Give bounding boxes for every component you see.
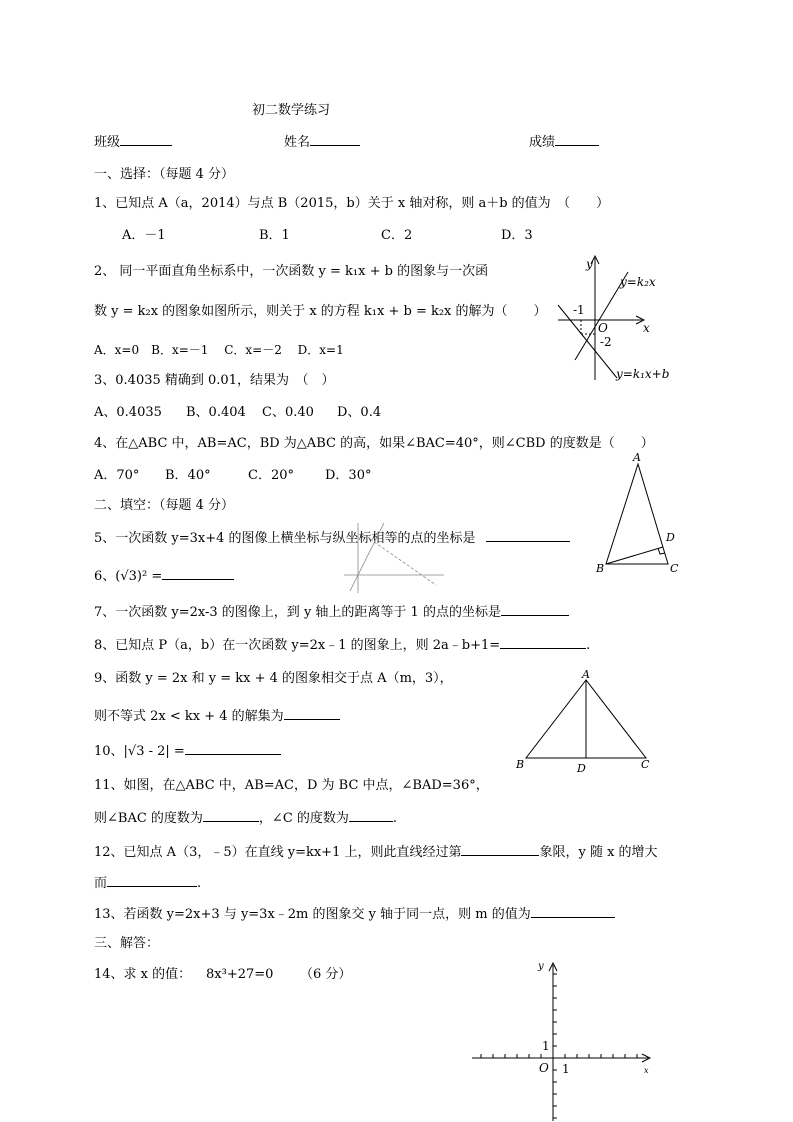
q14-equation: 8x³+27=0 xyxy=(206,967,274,982)
q5-answer-blank[interactable] xyxy=(486,529,570,542)
q2-line-k2-label: y=k₂x xyxy=(620,275,656,289)
score-field xyxy=(529,133,599,151)
q11-period: . xyxy=(392,811,398,826)
section-fill-heading: 二、填空：（每题 4 分） xyxy=(94,498,235,513)
q3-option-b: B、0.404 xyxy=(186,405,246,420)
q1-option-d: D．3 xyxy=(501,228,533,243)
score-input[interactable] xyxy=(555,133,599,146)
q11-label-c: C xyxy=(641,758,650,771)
q5-text: 5、一次函数 y=3x+4 的图像上横坐标与纵坐标相等的点的坐标是 xyxy=(94,531,476,546)
q4-triangle-figure xyxy=(588,450,688,580)
q11-answer-blank-2[interactable] xyxy=(349,809,393,822)
q11-line1: 11、如图，在△ABC 中，AB=AC，D 为 BC 中点，∠BAD=36°， xyxy=(94,778,489,793)
class-field xyxy=(94,133,172,151)
stray-line-1 xyxy=(350,523,384,591)
q11-answer-blank-1[interactable] xyxy=(203,809,259,822)
q14-y-label: y xyxy=(538,961,544,972)
q9-line2: 则不等式 2x < kx + 4 的解集为 xyxy=(94,709,284,724)
q1-option-a: A．－1 xyxy=(122,228,166,243)
q14-one-y-label: 1 xyxy=(542,1039,550,1053)
q2-y-label: y xyxy=(586,257,593,271)
q7-text: 7、一次函数 y=2x-3 的图像上，到 y 轴上的距离等于 1 的点的坐标是 xyxy=(94,605,501,620)
q9-line1: 9、函数 y = 2x 和 y = kx + 4 的图象相交于点 A（m，3）， xyxy=(94,671,453,686)
q13-row xyxy=(94,905,615,923)
q11-triangle-figure xyxy=(510,666,660,776)
q3-text: 3、0.4035 精确到 0.01，结果为 （ ） xyxy=(94,373,335,388)
q11-label-a: A xyxy=(582,668,590,681)
q8-period: . xyxy=(586,638,591,653)
q2-line1: 2、 同一平面直角坐标系中，一次函数 y = k₁x + b 的图象与一次函 xyxy=(94,264,489,279)
q4-label-d: D xyxy=(666,531,675,544)
name-label: 姓名 xyxy=(284,135,311,150)
name-input[interactable] xyxy=(310,133,360,146)
q10-answer-blank[interactable] xyxy=(185,742,281,755)
q2-x-label: x xyxy=(643,321,650,335)
q1-option-b: B．1 xyxy=(259,228,290,243)
page-title: 初二数学练习 xyxy=(252,103,331,118)
q10-text: 10、|√3 - 2| = xyxy=(94,744,185,759)
q11-label-d: D xyxy=(577,762,586,775)
q3-option-d: D、0.4 xyxy=(337,405,382,420)
q4-altitude-bd xyxy=(606,547,663,564)
q14-one-x-label: 1 xyxy=(562,1062,570,1076)
q14-points: （6 分） xyxy=(300,967,352,982)
q1-text: 1、已知点 A（a，2014）与点 B（2015，b）关于 x 轴对称，则 a＋b 的值为 （ ） xyxy=(94,196,610,211)
q4-option-c: C．20° xyxy=(248,468,294,483)
q6-answer-blank[interactable] xyxy=(162,567,234,580)
q3-option-a: A、0.4035 xyxy=(94,405,162,420)
q14-y-ticks xyxy=(553,974,557,1118)
q8-row xyxy=(94,636,590,654)
stray-graph-figure xyxy=(340,517,450,595)
q2-options: A．x=0 B．x=－1 C．x=－2 D．x=1 xyxy=(94,343,344,357)
q11-line2-row xyxy=(94,809,397,827)
q13-answer-blank[interactable] xyxy=(531,905,615,918)
q11-label-b: B xyxy=(516,758,525,771)
q7-row xyxy=(94,603,569,621)
q10-row xyxy=(94,742,281,760)
section-solve-heading: 三、解答： xyxy=(94,936,160,951)
q14-label: 14、求 x 的值： xyxy=(94,967,192,982)
q4-option-d: D．30° xyxy=(325,468,372,483)
stray-line-2 xyxy=(370,539,436,585)
q1-option-c: C．2 xyxy=(381,228,413,243)
q14-coordinate-figure xyxy=(468,955,658,1122)
q6-row xyxy=(94,567,234,585)
q4-label-c: C xyxy=(670,562,679,575)
q3-option-c: C、0.40 xyxy=(262,405,314,420)
q9-answer-blank[interactable] xyxy=(284,707,340,720)
q12-line1-row xyxy=(94,843,658,861)
score-label: 成绩 xyxy=(529,135,556,150)
q4-option-b: B．40° xyxy=(165,468,211,483)
q9-line2-row xyxy=(94,707,340,725)
q2-tick-x-label: -1 xyxy=(573,303,585,317)
q12-line1a: 12、已知点 A（3，﹣5）在直线 y=kx+1 上，则此直线经过第 xyxy=(94,845,462,860)
q4-text: 4、在△ABC 中，AB=AC，BD 为△ABC 的高，如果∠BAC=40°，则∠CBD 的度数是（ ） xyxy=(94,436,654,451)
q14-origin-label: O xyxy=(539,1061,549,1075)
q5-row xyxy=(94,529,570,547)
q13-text: 13、若函数 y=2x+3 与 y=3x﹣2m 的图象交 y 轴于同一点，则 m 的值为 xyxy=(94,907,531,922)
class-label: 班级 xyxy=(94,135,121,150)
q12-line2: 而 xyxy=(94,876,108,891)
q7-answer-blank[interactable] xyxy=(501,603,569,616)
q11-line2b: ，∠C 的度数为 xyxy=(258,811,349,826)
q2-line-k1-label: y=k₁x+b xyxy=(616,367,670,381)
q11-line2a: 则∠BAC 的度数为 xyxy=(94,811,203,826)
q2-graph-figure xyxy=(550,250,680,385)
q12-line2-row xyxy=(94,874,201,892)
q8-answer-blank[interactable] xyxy=(500,636,586,649)
class-input[interactable] xyxy=(120,133,172,146)
q4-option-a: A．70° xyxy=(94,468,140,483)
q2-origin-label: O xyxy=(598,321,608,335)
q6-text: 6、(√3)² = xyxy=(94,569,163,584)
q2-tick-y-label: -2 xyxy=(600,335,612,349)
q2-line2: 数 y = k₂x 的图象如图所示，则关于 x 的方程 k₁x + b = k₂x 的解为（ ） xyxy=(94,304,547,319)
q4-label-b: B xyxy=(596,562,605,575)
q14-x-label: x xyxy=(644,1066,649,1075)
q12-line1b: 象限，y 随 x 的增大 xyxy=(539,845,658,860)
section-choice-heading: 一、选择：（每题 4 分） xyxy=(94,167,235,182)
q12-answer-blank-2[interactable] xyxy=(107,874,197,887)
q12-answer-blank-1[interactable] xyxy=(461,843,539,856)
q12-period: . xyxy=(197,876,202,891)
q14-x-ticks xyxy=(481,1054,637,1058)
q8-text: 8、已知点 P（a，b）在一次函数 y=2x﹣1 的图象上，则 2a﹣b+1= xyxy=(94,638,501,653)
name-field xyxy=(284,133,360,151)
q4-label-a: A xyxy=(633,451,641,464)
